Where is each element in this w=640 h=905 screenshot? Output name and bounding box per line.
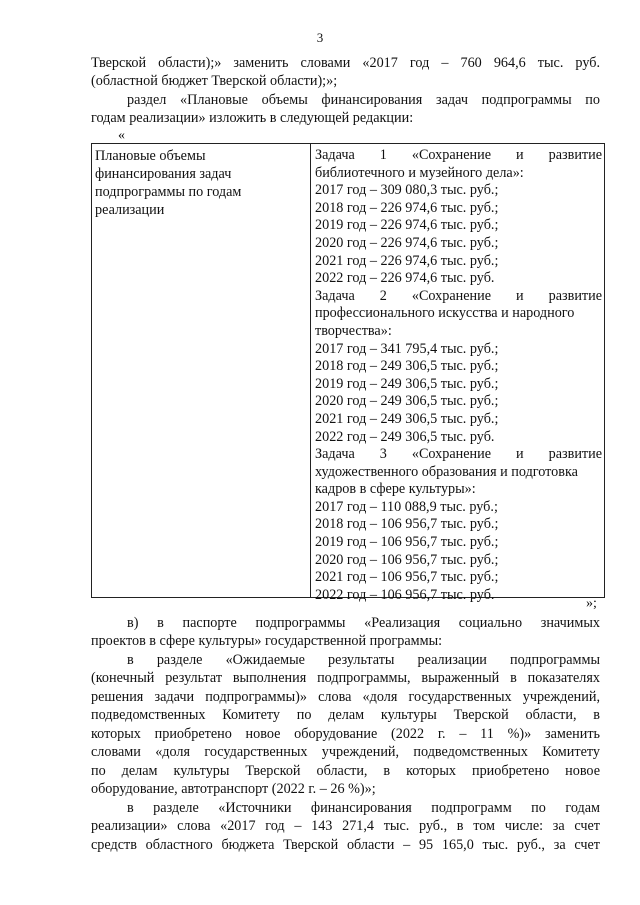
body-line-9: по делам культуры Тверской области, в которых приобретено новое	[91, 763, 600, 779]
body-line-12: реализации» слова «2017 год – 143 271,4 тыс. руб., в том числе: за счет	[91, 818, 600, 834]
body-line-1: в) в паспорте подпрограммы «Реализация социально значимых	[127, 615, 600, 631]
body-line-4: (конечный результат выполнения подпрограммы, выраженный в показателях	[91, 670, 600, 686]
intro-line-4: годам реализации» изложить в следующей редакции:	[91, 110, 414, 126]
task-1-title: Задача 1 «Сохранение и развитие	[315, 147, 602, 163]
task-1-title-cont: библиотечного и музейного дела»:	[315, 164, 524, 181]
task-1-year-2019: 2019 год – 226 974,6 тыс. руб.;	[315, 217, 499, 234]
body-line-11: в разделе «Источники финансирования подпрограмм по годам	[127, 800, 600, 816]
body-line-13: средств областного бюджета Тверской области – 95 165,0 тыс. руб., за счет	[91, 837, 600, 853]
left-cell-line: реализации	[95, 202, 165, 218]
table-right-cell	[315, 147, 602, 604]
task-1-year-2018: 2018 год – 226 974,6 тыс. руб.;	[315, 199, 499, 216]
body-line-3: в разделе «Ожидаемые результаты реализации подпрограммы	[127, 652, 600, 668]
task-2-year-2022: 2022 год – 249 306,5 тыс. руб.	[315, 428, 495, 445]
task-3-year-2019: 2019 год – 106 956,7 тыс. руб.;	[315, 534, 499, 551]
task-3-year-2021: 2021 год – 106 956,7 тыс. руб.;	[315, 569, 499, 586]
intro-line-3: раздел «Плановые объемы финансирования задач подпрограммы по	[127, 92, 600, 108]
task-3-year-2022: 2022 год – 106 956,7 тыс. руб.	[315, 586, 495, 603]
task-1-year-2020: 2020 год – 226 974,6 тыс. руб.;	[315, 234, 499, 251]
task-3-title-cont: кадров в сфере культуры»:	[315, 481, 476, 498]
body-line-5: решения задачи подпрограммы)» слова «доля государственных учреждений,	[91, 689, 600, 705]
table-left-cell	[95, 147, 305, 219]
task-2-title-cont: профессионального искусства и народного	[315, 305, 575, 322]
funding-table	[91, 143, 605, 603]
task-2-year-2017: 2017 год – 341 795,4 тыс. руб.;	[315, 340, 499, 357]
task-2-year-2021: 2021 год – 249 306,5 тыс. руб.;	[315, 410, 499, 427]
task-1-year-2022: 2022 год – 226 974,6 тыс. руб.	[315, 270, 495, 287]
left-cell-line: Плановые объемы	[95, 148, 206, 164]
task-1-year-2021: 2021 год – 226 974,6 тыс. руб.;	[315, 252, 499, 269]
task-2-title: Задача 2 «Сохранение и развитие	[315, 287, 602, 304]
task-3-year-2017: 2017 год – 110 088,9 тыс. руб.;	[315, 498, 498, 515]
task-2-year-2019: 2019 год – 249 306,5 тыс. руб.;	[315, 375, 499, 392]
task-3-title-cont: художественного образования и подготовка	[315, 463, 578, 480]
body-line-10: оборудование, автотранспорт (2022 г. – 26 %)»;	[91, 781, 376, 797]
body-line-7: которых приобретено новое оборудование (2022 г. – 11 %)» заменить	[91, 726, 600, 742]
opening-quote: «	[118, 128, 125, 143]
task-2-year-2018: 2018 год – 249 306,5 тыс. руб.;	[315, 358, 499, 375]
task-2-year-2020: 2020 год – 249 306,5 тыс. руб.;	[315, 393, 499, 410]
left-cell-line: финансирования задач	[95, 166, 232, 182]
body-line-6: подведомственных Комитету по делам культуры Тверской области, в	[91, 707, 600, 723]
left-cell-line: подпрограммы по годам	[95, 184, 242, 200]
intro-line-1: Тверской области);» заменить словами «2017 год – 760 964,6 тыс. руб.	[91, 55, 600, 71]
intro-line-2: (областной бюджет Тверской области);»;	[91, 73, 338, 89]
task-3-year-2018: 2018 год – 106 956,7 тыс. руб.;	[315, 516, 499, 533]
task-2-title-cont: творчества»:	[315, 322, 392, 339]
closing-quote: »;	[586, 596, 597, 611]
table-column-divider	[310, 144, 311, 597]
task-3-title: Задача 3 «Сохранение и развитие	[315, 446, 602, 463]
task-3-year-2020: 2020 год – 106 956,7 тыс. руб.;	[315, 551, 499, 568]
body-line-2: проектов в сфере культуры» государственной программы:	[91, 633, 443, 649]
body-line-8: словами «доля государственных учреждений, подведомственных Комитету	[91, 744, 600, 760]
task-1-year-2017: 2017 год – 309 080,3 тыс. руб.;	[315, 182, 499, 199]
page-number: 3	[316, 30, 324, 45]
